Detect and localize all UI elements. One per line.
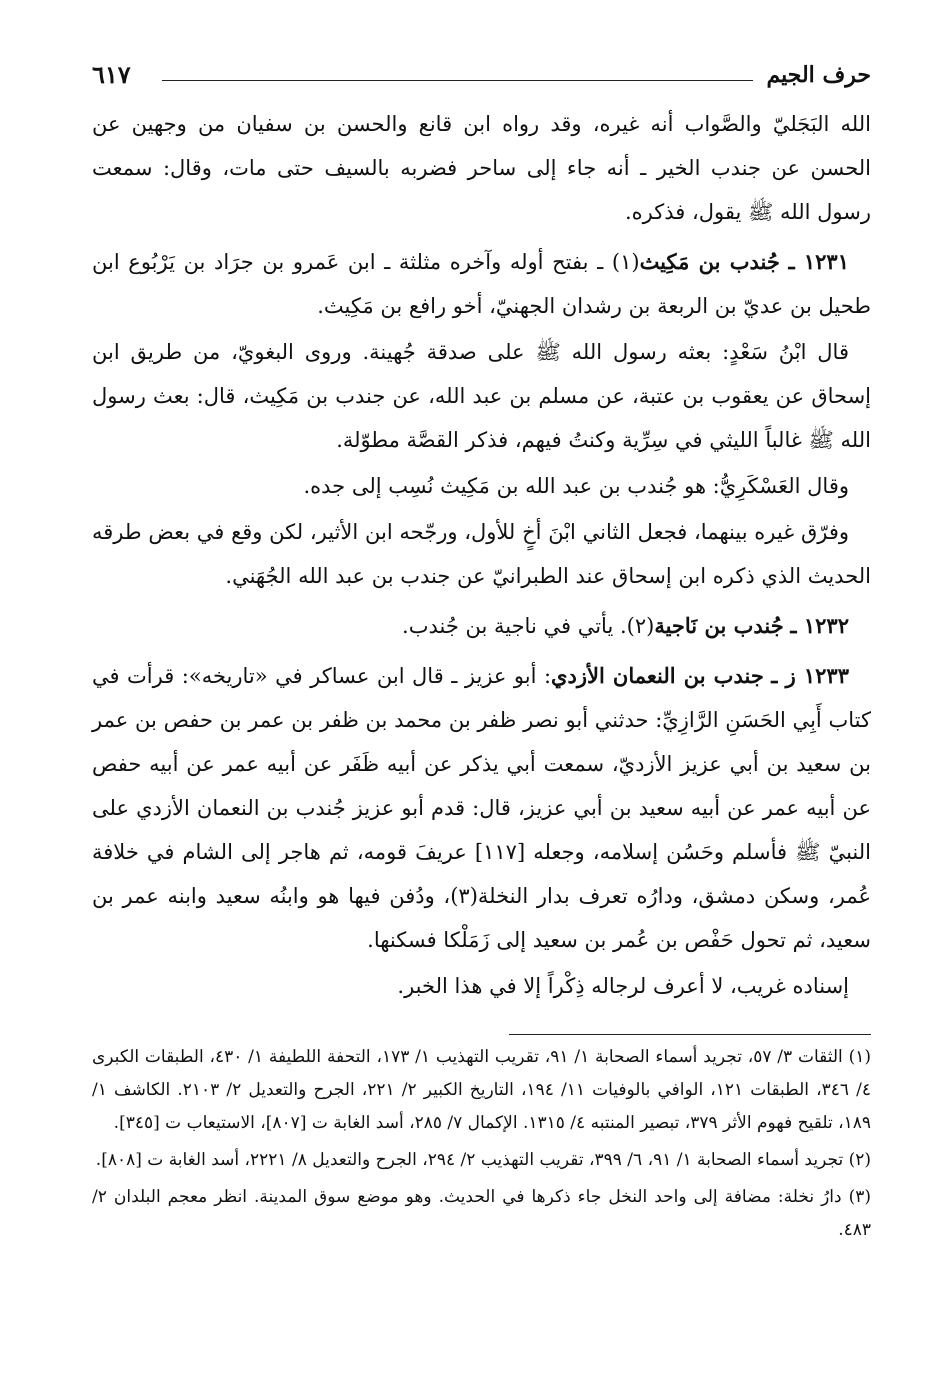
entry-number: ١٢٣٣ ز ـ <box>771 663 849 688</box>
entry-name: جُندب بن نَاجية <box>654 613 784 638</box>
header-rule <box>162 80 753 81</box>
entry-text: (١) ـ بفتح أوله وآخره مثلثة ـ ابن عَمرو بن جرَاد بن يَرْبُوع ابن طحيل بن عديّ بن الربعة بن رشدان الجهنيّ، أخو رافع بن مَكِيث. <box>92 250 871 318</box>
entry-text: : أبو عزيز ـ قال ابن عساكر في «تاريخه»: قرأت في كتاب أَبِي الحَسَنِ الرَّازِيِّ: حدثني أبو نصر ظفر بن محمد بن ظفر بن عمر بن حفص بن عمر بن سعيد بن أبي عزيز الأزديّ، سمعت أبي يذكر عن أبيه ظَفَر عن أبيه عمر عن أبيه حفص عن أبيه عمر عن أبيه سعيد بن أبي عزيز، قال: قدم أبو عزيز جُندب بن النعمان الأزدي على النبيّ ﷺ فأسلم وحَسُن إسلامه، وجعله [١١٧] عريفَ قومه، ثم هاجر إلى الشام في خلافة عُمر، وسكن دمشق، ودارُه تعرف بدار النخلة(٣)، ودُفن فيها هو وابنُه سعيد وابنه عمر بن سعيد، ثم تحول حَفْص بن عُمر بن سعيد إلى زَمَلْكا فسكنها. <box>92 664 871 952</box>
entry-number: ١٢٣٢ ـ <box>790 613 849 638</box>
chapter-title: حرف الجيم <box>766 62 871 88</box>
entry-name: جندب بن النعمان الأزدي <box>551 663 764 688</box>
paragraph <box>92 510 871 598</box>
page-header <box>92 62 871 102</box>
biography-entry-1233 <box>92 654 871 962</box>
paragraph <box>92 102 871 234</box>
entry-number: ١٢٣١ ـ <box>788 249 849 274</box>
paragraph <box>92 330 871 462</box>
biography-entry-1231 <box>92 240 871 328</box>
footnote-1: (١) الثقات ٣/ ٥٧، تجريد أسماء الصحابة ١/ ٩١، تقريب التهذيب ١/ ١٧٣، التحفة اللطيفة ١/ ٤٣٠، الطبقات الكبرى ٤/ ٣٤٦، الطبقات ١٢١، الوافي بالوفيات ١١/ ١٩٤، التاريخ الكبير ٢/ ٢٢١، الجرح والتعديل ٢/ ٢١٠٣. الكاشف ١/ ١٨٩، تلقيح فهوم الأثر ٣٧٩، تبصير المنتبه ٤/ ١٣١٥. الإكمال ٧/ ٢٨٥، أسد الغابة ت [٨٠٧]، الاستيعاب ت [٣٤٥]. <box>92 1047 871 1133</box>
footnotes <box>92 1041 871 1247</box>
paragraph-text: وقال العَسْكَرِيُّ: هو جُندب بن عبد الله بن مَكِيث نُسِب إلى جده. <box>303 474 849 498</box>
biography-entry-1232 <box>92 604 871 648</box>
paragraph-text: وفرّق غيره بينهما، فجعل الثاني ابْنَ أخٍ للأول، ورجّحه ابن الأثير، لكن وقع في بعض طرقه الحديث الذي ذكره ابن إسحاق عند الطبرانيّ عن جندب بن عبد الله الجُهَني. <box>92 520 871 588</box>
paragraph-text: قال ابْنُ سَعْدٍ: بعثه رسول الله ﷺ على صدقة جُهينة. وروى البغويّ، من طريق ابن إسحاق عن يعقوب بن عتبة، عن مسلم بن عبد الله، عن جندب بن مَكِيث، قال: بعث رسول الله ﷺ غالباً الليثي في سِرِّية وكنتُ فيهم، فذكر القصَّة مطوّلة. <box>92 340 871 452</box>
main-text <box>92 102 871 1008</box>
page-number: ٦١٧ <box>92 60 131 89</box>
paragraph-text: إسناده غريب، لا أعرف لرجاله ذِكْراً إلا في هذا الخبر. <box>397 974 849 998</box>
paragraph <box>92 464 871 508</box>
paragraph <box>92 964 871 1008</box>
footnote-rule <box>509 1034 871 1035</box>
footnote-2: (٢) تجريد أسماء الصحابة ١/ ٩١، ٦/ ٣٩٩، تقريب التهذيب ٢/ ٢٩٤، الجرح والتعديل ٨/ ٢٢٢١، أسد الغابة ت [٨٠٨]. <box>95 1150 871 1170</box>
footnote-3: (٣) دارُ نخلة: مضافة إلى واحد النخل جاء ذكرها في الحديث. وهو موضع سوق المدينة. انظر معجم البلدان ٢/ ٤٨٣. <box>92 1187 871 1240</box>
paragraph-text: الله البَجَليّ والصَّواب أنه غيره، وقد رواه ابن قانع والحسن بن سفيان من وجهين عن الحسن عن جندب الخير ـ أنه جاء إلى ساحر فضربه بالسيف حتى مات، وقال: سمعت رسول الله ﷺ يقول، فذكره. <box>92 112 871 224</box>
entry-text: (٢). يأتي في ناجية بن جُندب. <box>402 614 655 638</box>
entry-name: جُندب بن مَكِيث <box>639 249 780 274</box>
